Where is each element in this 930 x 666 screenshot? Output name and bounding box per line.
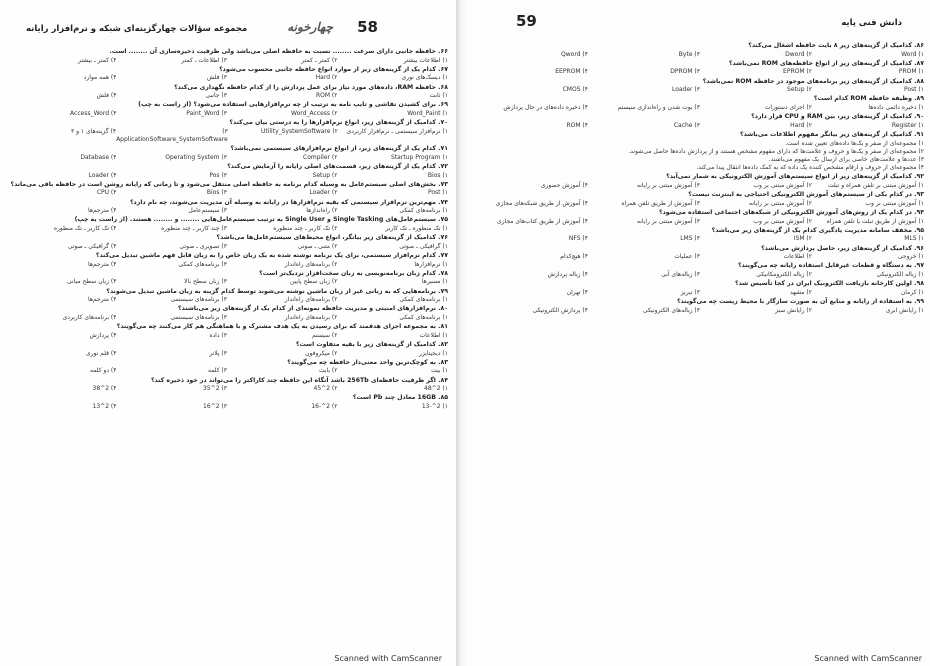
- question-block: [476, 78, 924, 95]
- question-text: ۹۲. کدامیک از گزینه‌های زیر از انواع سیستم‌های آموزش الکترونیکی به شمار نمی‌آید؟: [666, 173, 924, 181]
- answer-option[interactable]: ۳) زباله‌های آبی: [661, 270, 700, 278]
- answer-option[interactable]: ۳) آموزش مبتنی بر رایانه: [637, 181, 700, 189]
- options-row: [6, 278, 448, 286]
- answer-option[interactable]: ۲) Setup: [787, 86, 812, 94]
- question-text: ۶۶. حافظه جانبی دارای سرعت ........ نسبت به حافظه اصلی می‌باشد ولی ظرفیت ذخیره‌سازی آن ........ است.: [109, 48, 448, 55]
- answer-option[interactable]: ۴) Database: [80, 153, 117, 161]
- options-row: [6, 172, 448, 180]
- options-row: [476, 122, 924, 130]
- options-row: [6, 332, 448, 340]
- options-row: [6, 385, 448, 393]
- answer-option[interactable]: ۴) 2^13: [92, 402, 117, 410]
- answer-option[interactable]: ۱) آموزش مبتنی بر تلفن همراه و تبلت: [827, 181, 924, 189]
- answer-option[interactable]: ۱) زباله الکترونیکی: [876, 270, 924, 278]
- options-row: [476, 289, 924, 297]
- answer-option[interactable]: ۴) CMOS: [562, 86, 588, 94]
- question-text: ۶۷. کدام یک از گزینه‌های زیر از موارد انواع حافظه جانبی محسوب می‌شود؟: [219, 65, 448, 73]
- question-text: ۸۲. کدامیک از گزینه‌های زیر با بقیه متفاوت است؟: [295, 340, 448, 348]
- question-text: ۸۱. به مجموعه اجزای هدفمند که برای رسیدن به یک هدف مشترک و با هماهنگی هم کار می‌کنند چه می‌گویند؟: [116, 323, 448, 331]
- options-row: [476, 235, 924, 243]
- question-text: ۹۱. کدامیک از گزینه‌های زیر بیانگر مفهوم اطلاعات می‌باشد؟: [739, 130, 924, 138]
- answer-option[interactable]: ۳) DPROM: [670, 68, 700, 76]
- question-block: [6, 84, 448, 101]
- answer-option[interactable]: ۳) Paint_Word: [186, 109, 227, 117]
- answer-option[interactable]: ۱) تک منظوره ـ تک کاربر: [385, 224, 448, 232]
- answer-option[interactable]: ۳) اطلاعات ـ کمتر: [181, 56, 227, 64]
- answer-option[interactable]: ۳) زباله‌های الکترونیکی: [642, 306, 700, 314]
- right-header: [476, 12, 924, 42]
- right-scanner-footer: Scanned with CamScanner: [814, 654, 922, 663]
- answer-option[interactable]: ۴) گزینه‌های ۱ و ۳: [70, 127, 117, 135]
- question-block: [476, 191, 924, 208]
- answer-option[interactable]: ۴) قلم نوری: [85, 349, 117, 357]
- question-block: [476, 209, 924, 226]
- answer-option[interactable]: ۳) ApplicationSoftware_SystemSoftware: [116, 127, 228, 143]
- answer-option[interactable]: ۱) برنامه‌های کمکی: [399, 207, 448, 215]
- options-row: [6, 207, 448, 215]
- answer-option[interactable]: ۲) مجموعه‌ای از صفر و یک‌ها و حروف و علامت‌ها که دارای مفهوم مشخص هستند و از پردازش داده‌ها حاصل می‌شوند.: [628, 147, 924, 155]
- answer-option[interactable]: ۱) Word: [901, 50, 924, 58]
- answer-option[interactable]: ۲) اجرای دستورات: [764, 103, 812, 111]
- question-block: [6, 163, 448, 180]
- options-row: [6, 154, 448, 162]
- options-row: [476, 51, 924, 59]
- answer-option[interactable]: ۲) زباله الکترومکانیکی: [756, 270, 812, 278]
- question-text: ۷۸. کدام زبان برنامه‌نویسی به زبان سخت‌افزار نزدیک‌تر است؟: [259, 269, 448, 277]
- question-block: [6, 341, 448, 358]
- question-block: [6, 199, 448, 216]
- answer-option[interactable]: ۳) 2^16: [203, 402, 227, 410]
- question-block: [476, 113, 924, 130]
- question-block: [6, 119, 448, 144]
- answer-option[interactable]: ۳) جانبی: [205, 92, 227, 100]
- question-block: [476, 95, 924, 112]
- question-text: ۷۷. کدام نرم‌افزار سیستمی، برای یک برنامه نوشته شده به یک زبان خاص را به زبان قابل فهم ماشین تبدیل می‌کند؟: [95, 251, 448, 259]
- question-text: ۹۳. در کدام یکی از سیستم‌های آموزش الکترونیکی احتیاجی به اینترنت نیست؟: [688, 191, 924, 199]
- options-row: [6, 92, 448, 100]
- question-block: [476, 131, 924, 172]
- question-block: [6, 216, 448, 233]
- chaharkhooneh-logo: چهارخونه: [287, 20, 333, 34]
- question-text: ۶۹. برای کشیدن نقاشی و تایپ نامه به ترتیب از چه نرم‌افزارهایی استفاده می‌شود؟ (از راست به چپ): [138, 101, 448, 109]
- answer-option[interactable]: ۲) آموزش مبتنی بر وب: [753, 181, 812, 189]
- answer-option[interactable]: ۲) سیستم: [312, 331, 338, 339]
- options-row: [6, 243, 448, 251]
- options-row: [476, 218, 924, 226]
- answer-option[interactable]: ۱) برنامه‌های کمکی: [399, 313, 448, 321]
- answer-option[interactable]: ۴) NFS: [568, 235, 588, 243]
- question-block: [6, 377, 448, 394]
- answer-option[interactable]: ۳) زبان سطح بالا: [184, 278, 227, 286]
- options-row: [476, 307, 924, 315]
- answer-option[interactable]: ۳) برنامه‌های کمکی: [178, 260, 227, 268]
- book-gutter: [456, 0, 468, 666]
- answer-option[interactable]: ۳) داده: [209, 331, 227, 339]
- question-block: [6, 305, 448, 322]
- answer-option[interactable]: ۳) آموزش از طریق تلفن همراه: [621, 199, 700, 207]
- answer-option[interactable]: ۳) برنامه‌های سیستمی: [170, 313, 227, 321]
- answer-option[interactable]: ۴) همه موارد: [83, 74, 117, 82]
- options-row: [6, 110, 448, 118]
- question-block: [6, 101, 448, 118]
- answer-option[interactable]: ۲) رایانش سبز: [775, 306, 812, 314]
- answer-option[interactable]: ۲) بایت: [318, 367, 338, 375]
- options-row: [6, 403, 448, 411]
- answer-option[interactable]: ۳) Pos: [209, 171, 227, 179]
- answer-option[interactable]: ۴) Access_Word: [70, 109, 117, 117]
- answer-option[interactable]: ۱) اطلاعات بیشتر: [403, 56, 448, 64]
- question-text: ۹۷. به دستگاه و قطعات غیرقابل استفاده رایانه چه می‌گویند؟: [737, 262, 924, 270]
- options-row: [476, 86, 924, 94]
- answer-option[interactable]: ۴) آموزش از طریق شبکه‌های مجازی: [495, 199, 588, 207]
- answer-option[interactable]: ۴) Loader: [88, 171, 117, 179]
- question-block: [476, 42, 924, 59]
- question-text: ۹۵. مخفف سامانه مدیریت یادگیری کدام یک از گزینه‌های زیر می‌باشد؟: [711, 226, 924, 234]
- answer-option[interactable]: ۲) Word_Access: [291, 109, 338, 117]
- answer-option[interactable]: ۱) Word_Paint: [407, 109, 448, 117]
- question-text: ۸۰. نرم‌افزارهای امنیتی و مدیریت حافظه نمونه‌ای از کدام یک از گزینه‌های زیر می‌باشند؟: [178, 305, 448, 313]
- question-block: [6, 288, 448, 305]
- answer-option[interactable]: ۱) مسیرها: [421, 278, 448, 286]
- answer-option[interactable]: ۲) آموزش مبتنی بر رایانه: [749, 199, 812, 207]
- question-text: ۷۳. بخش‌های اصلی سیستم‌عامل به وسیله کدام برنامه به حافظه اصلی منتقل می‌شود و تا زمانی که رایانه روشن است در حافظه باقی می‌ماند؟: [10, 180, 448, 188]
- answer-option[interactable]: ۲) اطلاعات: [783, 253, 812, 261]
- question-text: ۹۴. در کدام یک از روش‌های آموزش الکترونیکی از شبکه‌های اجتماعی استفاده می‌شود؟: [659, 208, 924, 216]
- answer-option[interactable]: ۲) میکروفون: [305, 349, 338, 357]
- answer-option[interactable]: ۱) 2^48: [424, 385, 448, 393]
- question-text: ۷۴. مهم‌ترین نرم‌افزار سیستمی که بقیه نرم‌افزارها در رایانه به وسیله آن مدیریت می‌شوند، چه نام دارد؟: [129, 198, 448, 206]
- question-block: [476, 173, 924, 190]
- answer-option[interactable]: ۲) ROM: [315, 92, 338, 100]
- options-row: [476, 182, 924, 190]
- answer-option[interactable]: ۴) مجموعه‌ای از حروف و ارقام مشخص کننده یک داده که به کمک داده‌ها انتقال پیدا می‌کند.: [696, 164, 924, 172]
- options-row: [476, 200, 924, 208]
- question-text: ۸۵. 16GB معادل چند Pb است؟: [352, 394, 448, 402]
- question-block: [476, 227, 924, 244]
- answer-option[interactable]: ۴) کمتر ـ بیشتر: [78, 56, 117, 64]
- answer-option[interactable]: ۱) اطلاعات: [419, 331, 448, 339]
- options-row: [6, 350, 448, 358]
- answer-option[interactable]: ۴) تک کاربر ـ تک منظوره: [53, 224, 117, 232]
- options-row: [6, 57, 448, 65]
- answer-option[interactable]: ۱) آموزش از طریق تبلت یا تلفن همراه: [826, 217, 924, 225]
- question-block: [6, 181, 448, 198]
- answer-option[interactable]: ۴) پردازش الکترونیکی: [532, 306, 588, 314]
- question-text: ۷۲. کدام یک از گزینه‌های زیر، قسمت‌های اصلی رایانه را آزمایش می‌کند؟: [227, 162, 448, 170]
- question-text: ۹۰. کدامیک از گزینه‌های زیر، بین RAM و CPU قرار دارد؟: [751, 113, 924, 121]
- question-text: ۷۰. کدامیک از گزینه‌های زیر، انواع نرم‌افزارها را به درستی بیان می‌کند؟: [229, 119, 448, 127]
- answer-option[interactable]: ۴) ROM: [566, 121, 588, 129]
- answer-option[interactable]: ۲) زبان سطح پایین: [290, 278, 338, 286]
- answer-option[interactable]: ۴) مترجم‌ها: [87, 207, 117, 215]
- question-block: [6, 48, 448, 65]
- answer-option[interactable]: ۱) MLS: [904, 235, 924, 243]
- question-block: [6, 270, 448, 287]
- question-text: ۸۶. کدامیک از گزینه‌های زیر ۸ بایت حافظه اشغال می‌کند؟: [748, 42, 924, 49]
- answer-option[interactable]: ۱) Register: [891, 121, 924, 129]
- left-header: [6, 18, 448, 48]
- answer-option[interactable]: ۱) رایانش ابری: [885, 306, 924, 314]
- answer-option[interactable]: ۲) Setup: [312, 171, 338, 179]
- answer-option[interactable]: ۳) Loader: [671, 86, 700, 94]
- answer-option[interactable]: ۱) دیجیتایزر: [418, 349, 448, 357]
- left-page-title: مجموعه سؤالات چهارگزینه‌ای شبکه و نرم‌افزار رایانه: [26, 24, 248, 34]
- answer-option[interactable]: ۴) دو کلمه: [90, 367, 117, 375]
- answer-option[interactable]: ۲) Loader: [309, 189, 338, 197]
- answer-option[interactable]: ۳) Cache: [673, 121, 700, 129]
- answer-option[interactable]: ۲) 2^45: [313, 385, 338, 393]
- question-block: [6, 323, 448, 340]
- answer-option[interactable]: ۴) CPU: [96, 189, 117, 197]
- question-block: [476, 298, 924, 315]
- answer-option[interactable]: ۴) مترجم‌ها: [87, 296, 117, 304]
- answer-option[interactable]: ۳) عددها و علامت‌های خاصی برای ارسال یک مفهوم می‌باشند.: [768, 155, 924, 163]
- question-text: ۹۹. به استفاده از رایانه و منابع آن به صورت سازگار با محیط زیست چه می‌گویند؟: [677, 297, 924, 305]
- answer-option[interactable]: ۲) Dword: [785, 50, 812, 58]
- answer-option[interactable]: ۱) Post: [903, 86, 924, 94]
- question-block: [6, 145, 448, 162]
- answer-option[interactable]: ۱) Post: [427, 189, 448, 197]
- answer-option[interactable]: ۱) ذخیره دائمی داده‌ها: [868, 103, 924, 111]
- answer-option[interactable]: ۲) Hard: [315, 74, 338, 82]
- answer-option[interactable]: ۱) گرافیکی ـ صوتی: [399, 242, 448, 250]
- right-page-number: 59: [516, 12, 537, 30]
- answer-option[interactable]: ۳) کلمه: [207, 367, 227, 375]
- answer-option[interactable]: ۱) برنامه‌های کمکی: [399, 296, 448, 304]
- answer-option[interactable]: ۲) Hard: [790, 121, 812, 129]
- answer-option[interactable]: ۱) نرم‌افزارها: [414, 260, 448, 268]
- answer-option[interactable]: ۴) تهران: [566, 288, 588, 296]
- answer-option[interactable]: ۲) Utility_SystemSoftware: [260, 127, 338, 135]
- left-page: [0, 0, 456, 666]
- answer-option[interactable]: ۱) Bios: [427, 171, 448, 179]
- left-page-number: 58: [357, 18, 378, 36]
- answer-option[interactable]: ۲) برنامه‌های راه‌انداز: [284, 260, 338, 268]
- question-block: [6, 394, 448, 411]
- question-block: [6, 252, 448, 269]
- answer-option[interactable]: ۳) چند کاربر ـ چند منظوره: [161, 224, 227, 232]
- answer-option[interactable]: ۲) کمتر ـ کمتر: [301, 56, 338, 64]
- answer-option[interactable]: ۲) تک کاربر ـ چند منظوره: [273, 224, 338, 232]
- options-row: [6, 74, 448, 82]
- left-question-list: [6, 48, 448, 411]
- answer-option[interactable]: ۴) EEPROM: [555, 68, 588, 76]
- answer-option[interactable]: ۲) راه‌اندازها: [306, 207, 338, 215]
- answer-option[interactable]: ۲) آموزش مبتنی بر وب: [753, 217, 812, 225]
- answer-option[interactable]: ۲) 2^-16: [311, 402, 338, 410]
- answer-option[interactable]: ۳) سیستم‌عامل: [188, 207, 227, 215]
- options-row: [476, 68, 924, 76]
- question-text: ۸۳. به کوچک‌ترین واحد معنی‌دار حافظه چه می‌گویند؟: [287, 358, 448, 366]
- answer-option[interactable]: ۱) ثابت: [429, 92, 448, 100]
- question-text: ۷۵. سیستم‌عامل‌های Single Tasking و Single User به ترتیب سیستم‌عامل‌هایی ........ و ........ هستند. (از راست به چپ): [74, 216, 448, 224]
- answer-option[interactable]: ۴) برنامه‌های کاربردی: [62, 313, 117, 321]
- question-text: ۷۱. کدام یک از گزینه‌های زیر، از انواع نرم‌افزارهای سیستمی نمی‌باشد؟: [230, 145, 448, 153]
- question-block: [476, 60, 924, 77]
- question-block: [476, 280, 924, 297]
- answer-option[interactable]: ۱) PROM: [898, 68, 924, 76]
- options-row: [476, 104, 924, 112]
- answer-option[interactable]: ۴) زباله پردازش: [547, 270, 588, 278]
- answer-option[interactable]: ۴) آموزش از طریق کتاب‌های مجازی: [497, 217, 588, 225]
- answer-option[interactable]: ۳) آموزش مبتنی بر رایانه: [637, 217, 700, 225]
- question-text: ۸۹. وظیفه حافظه ROM کدام است؟: [813, 95, 924, 103]
- answer-option[interactable]: ۳) برنامه‌های سیستمی: [170, 296, 227, 304]
- answer-option[interactable]: ۳) Operating System: [165, 153, 227, 161]
- answer-option[interactable]: ۴) Qword: [561, 50, 588, 58]
- options-row: [476, 253, 924, 261]
- answer-option[interactable]: ۳) عملیات: [674, 253, 700, 261]
- question-text: ۷۹. برنامه‌هایی که به زبانی غیر از زبان ماشین نوشته می‌شوند توسط کدام گزینه به زبان ماشین تبدیل می‌شوند؟: [106, 287, 448, 295]
- answer-option[interactable]: ۴) فلش: [96, 92, 117, 100]
- answer-option[interactable]: ۲) Compiler: [303, 153, 338, 161]
- answer-option[interactable]: ۳) LMS: [680, 235, 700, 243]
- answer-option[interactable]: ۳) Byte: [678, 50, 700, 58]
- answer-option[interactable]: ۲) برنامه‌های راه‌انداز: [284, 296, 338, 304]
- options-row: [6, 128, 448, 144]
- answer-option[interactable]: ۴) زبان سطح میانی: [67, 278, 117, 286]
- options-row: [6, 314, 448, 322]
- question-text: ۸۴. اگر ظرفیت حافظه‌ای 256Tb باشد آنگاه این حافظه چند کاراکتر را می‌تواند در خود ذخیره کند؟: [150, 376, 448, 384]
- options-row: [6, 367, 448, 375]
- answer-option[interactable]: ۱) خروجی: [897, 253, 924, 261]
- right-page-title: دانش فنی پایه: [841, 18, 902, 28]
- answer-option[interactable]: ۱) مجموعه‌ای از صفر و یک‌ها داده‌های تعیین شده است.: [785, 139, 924, 147]
- answer-option[interactable]: ۳) 2^35: [203, 385, 227, 393]
- answer-option[interactable]: ۴) آموزش حضوری: [540, 181, 588, 189]
- options-row: [6, 296, 448, 304]
- answer-option[interactable]: ۳) تبریز: [680, 288, 700, 296]
- answer-option[interactable]: ۱) 2^-13: [421, 402, 448, 410]
- question-text: ۶۸. حافظه RAM، داده‌های مورد نیاز برای عمل پردازش را از کدام حافظه نگهداری می‌کند؟: [174, 83, 448, 91]
- answer-option[interactable]: ۳) Bios: [206, 189, 227, 197]
- question-block: [6, 234, 448, 251]
- left-scanner-footer: Scanned with CamScanner: [334, 654, 442, 663]
- right-question-list: [476, 42, 924, 315]
- answer-option[interactable]: ۴) 2^38: [92, 385, 117, 393]
- question-text: ۹۸. اولین کارخانه بازیافت الکترونیک ایران در کجا تأسیس شد؟: [735, 280, 924, 288]
- question-text: ۷۶. کدامیک از گزینه‌های زیر بیانگر، انواع محیط‌های سیستم‌عامل‌ها می‌باشد؟: [216, 234, 448, 242]
- answer-option[interactable]: ۳) پلاتر: [209, 349, 227, 357]
- answer-option[interactable]: ۴) پردازش: [89, 331, 117, 339]
- options-row: [476, 140, 924, 173]
- answer-option[interactable]: ۱) بیت: [431, 367, 448, 375]
- answer-option[interactable]: ۴) مترجم‌ها: [87, 260, 117, 268]
- question-text: ۹۶. کدامیک از گزینه‌های زیر، حاصل پردازش می‌باشد؟: [761, 244, 924, 252]
- answer-option[interactable]: ۲) EPROM: [783, 68, 812, 76]
- answer-option[interactable]: ۴) هیچ‌کدام: [560, 253, 588, 261]
- question-block: [476, 245, 924, 262]
- answer-option[interactable]: ۲) ISM: [793, 235, 812, 243]
- answer-option[interactable]: ۳) بوت شدن و راه‌اندازی سیستم: [617, 103, 700, 111]
- options-row: [476, 271, 924, 279]
- answer-option[interactable]: ۲) متنی ـ صوتی: [297, 242, 338, 250]
- options-row: [6, 261, 448, 269]
- answer-option[interactable]: ۱) آموزش مبتنی بر وب: [865, 199, 924, 207]
- right-page: [468, 0, 930, 666]
- answer-option[interactable]: ۳) تصویری ـ صوتی: [179, 242, 227, 250]
- answer-option[interactable]: ۱) Startup Program: [391, 153, 448, 161]
- answer-option[interactable]: ۱) نرم‌افزار سیستمی ـ نرم‌افزار کاربردی: [346, 127, 448, 135]
- answer-option[interactable]: ۲) برنامه‌های راه‌انداز: [284, 313, 338, 321]
- question-block: [6, 359, 448, 376]
- question-block: [476, 262, 924, 279]
- answer-option[interactable]: ۴) ذخیره داده‌های در حال پردازش: [503, 103, 588, 111]
- question-text: ۸۷. کدامیک از گزینه‌های زیر از انواع حافظه‌های ROM نمی‌باشد؟: [728, 59, 924, 67]
- options-row: [6, 189, 448, 197]
- answer-option[interactable]: ۳) فلش: [207, 74, 227, 82]
- answer-option[interactable]: ۱) دیسک‌های نوری: [401, 74, 448, 82]
- options-row: [6, 225, 448, 233]
- answer-option[interactable]: ۲) مشهد: [790, 288, 812, 296]
- question-text: ۸۸. کدامیک از گزینه‌های زیر برنامه‌های موجود در حافظه ROM نمی‌باشد؟: [702, 77, 924, 85]
- answer-option[interactable]: ۱) کرمان: [900, 288, 924, 296]
- answer-option[interactable]: ۴) گرافیکی ـ صوتی: [67, 242, 117, 250]
- question-block: [6, 66, 448, 83]
